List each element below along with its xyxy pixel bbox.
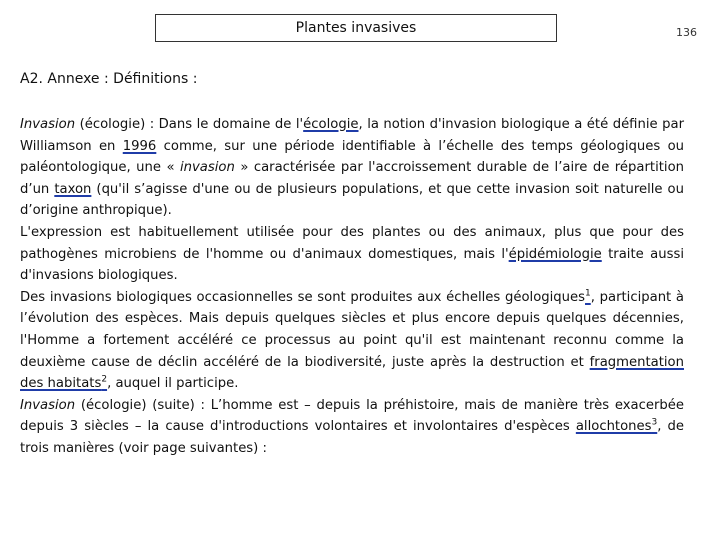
- link-text: allochtones: [575, 419, 652, 435]
- document-title: Plantes invasives: [295, 20, 417, 36]
- text-run: » caractérisée par l'accroissement durable de l’aire de répartition d’un: [20, 160, 684, 197]
- document-title-box: [155, 14, 557, 42]
- link-ecologie[interactable]: écologie: [303, 117, 359, 132]
- text-run: comme, sur une période identifiable à l’échelle des temps géologiques ou paléontologique, une «: [20, 138, 684, 176]
- text-run: , participant à l’évolution des espèces. Mais depuis quelques siècles et plus encore depuis quelques décennies, l'Homme a fortement accéléré ce processus au point qu'il est maintenant reconnu comme la deuxième cause de déclin accéléré de la biodiversité, juste après la destruction et: [20, 289, 684, 370]
- text-run: , auquel il participe.: [107, 376, 239, 392]
- link-epidemiologie[interactable]: épidémiologie: [508, 246, 602, 262]
- definitions-body: [20, 114, 684, 460]
- paragraph-expression-usage: [20, 222, 684, 287]
- link-text: fragmentation des habitats: [20, 354, 684, 392]
- footnote-number: 3: [651, 417, 658, 428]
- text-run: , la notion d': [358, 117, 442, 132]
- paragraph-occasional-invasions: [20, 287, 684, 395]
- quote-invasion: invasion: [179, 160, 235, 176]
- text-run: (écologie) : Dans le domaine de l': [75, 117, 304, 132]
- text-run: , de trois manières (voir page suivantes) :: [20, 419, 684, 456]
- term-invasion: Invasion: [20, 117, 76, 132]
- page-number: 136: [676, 26, 697, 39]
- link-1996[interactable]: 1996: [122, 138, 157, 154]
- text-run: a été définie par Williamson en: [20, 117, 684, 154]
- text-run: Des invasions biologiques occasionnelles se sont produites aux échelles géologiques: [20, 289, 586, 305]
- paragraph-invasion-definition: [20, 114, 684, 222]
- footnote-number: 2: [101, 374, 108, 385]
- footnote-number: 1: [585, 288, 591, 299]
- text-run: (qu'il s’agisse d'une ou de plusieurs populations, et que cette invasion soit naturelle ou d’origine anthropique).: [20, 181, 684, 219]
- text-run: L'expression est habituellement utilisée pour des plantes ou des animaux, plus que pour des pathogènes microbiens de l'homme ou d'animaux domestiques, mais l': [20, 224, 684, 262]
- paragraph-invasion-continued: [20, 395, 684, 460]
- link-allochtones[interactable]: [576, 419, 657, 434]
- link-taxon[interactable]: taxon: [54, 181, 92, 197]
- section-heading: A2. Annexe : Définitions :: [20, 71, 198, 87]
- emphasis-invasion-biologique: invasion biologique: [441, 117, 570, 132]
- term-invasion: Invasion: [20, 397, 76, 413]
- text-run: traite aussi d'invasions biologiques.: [20, 246, 684, 284]
- text-run: (écologie) (suite) : L’homme est – depuis la préhistoire, mais de manière très exacerbée depuis 3 siècles – la cause d'introductions volontaires et involontaires d'espèces: [20, 397, 684, 435]
